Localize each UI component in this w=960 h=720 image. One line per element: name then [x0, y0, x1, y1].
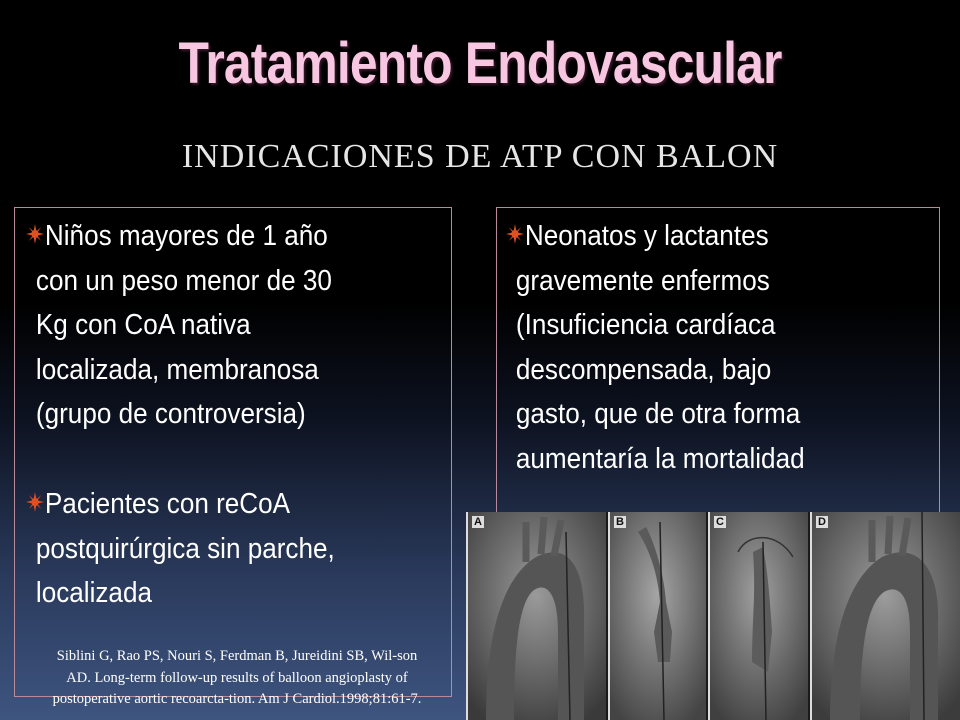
panel-label-c: C [716, 516, 724, 528]
citation-line-2: AD. Long-term follow-up results of balloon angioplasty of [66, 669, 408, 686]
citation-line-1: Siblini G, Rao PS, Nouri S, Ferdman B, Jureidini SB, Wil-son [56, 648, 418, 664]
slide-title: Tratamiento Endovascular [178, 31, 782, 96]
angiography-panel-c [708, 512, 808, 720]
right-bullet-1-line-1: Neonatos y lactantes [524, 220, 769, 252]
right-bullet-1-line-3: (Insuficiencia cardíaca [515, 309, 776, 341]
left-bullet-1-line-3: Kg con CoA nativa [35, 309, 251, 341]
left-bullet-2 [26, 482, 335, 616]
left-bullet-1-line-5: (grupo de controversia) [35, 398, 306, 430]
citation-line-3: postoperative aortic recoarcta-tion. Am J Cardiol.1998;81:61-7. [52, 691, 422, 707]
angiography-panel-b [608, 512, 706, 720]
citation [0, 646, 474, 711]
left-bullet-2-line-1: Pacientes con reCoA [44, 488, 291, 520]
left-bullet-2-line-2: postquirúrgica sin parche, [35, 532, 335, 565]
panel-label-d: D [818, 516, 826, 528]
right-bullet-1 [506, 214, 805, 481]
panel-label-b: B [616, 516, 624, 528]
angiography-image [466, 512, 960, 720]
left-bullet-2-line-3: localizada [35, 577, 152, 609]
right-bullet-1-line-2: gravemente enfermos [515, 264, 770, 297]
angiography-panel-a [466, 512, 606, 720]
left-bullet-1-line-2: con un peso menor de 30 [35, 264, 332, 297]
right-bullet-1-line-6: aumentaría la mortalidad [515, 442, 805, 475]
angiography-panel-d [810, 512, 960, 720]
left-bullet-1-line-1: Niños mayores de 1 año [44, 220, 328, 252]
panel-label-a: A [474, 516, 482, 528]
right-bullet-1-line-4: descompensada, bajo [515, 353, 772, 386]
starburst-bullet-icon [26, 492, 44, 512]
right-bullet-1-line-5: gasto, que de otra forma [515, 398, 801, 430]
left-bullet-1 [26, 214, 332, 437]
starburst-bullet-icon [26, 224, 44, 244]
left-bullet-1-line-4: localizada, membranosa [35, 353, 319, 386]
slide-subtitle: INDICACIONES DE ATP CON BALON [181, 138, 779, 175]
starburst-bullet-icon [506, 224, 524, 244]
